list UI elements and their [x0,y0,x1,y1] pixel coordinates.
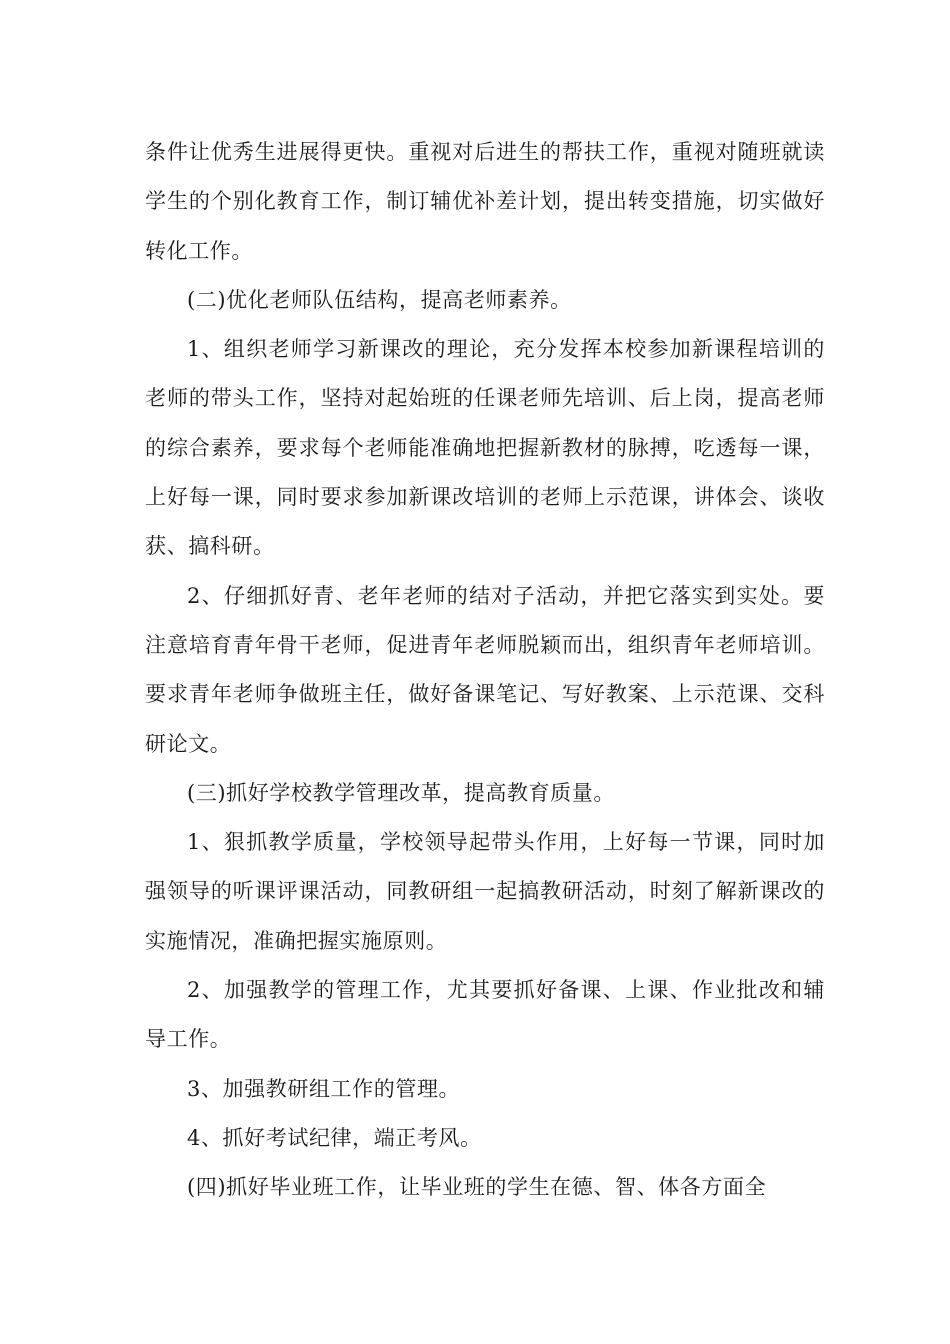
paragraph: 4、抓好考试纪律，端正考风。 [187,1125,482,1150]
section-heading: (四)抓好毕业班工作，让毕业班的学生在德、智、体各方面全 [187,1175,767,1200]
paragraph: 条件让优秀生进展得更快。重视对后进生的帮扶工作，重视对随班就读学生的个别化教育工作，制订辅优补差计划，提出转变措施，切实做好转化工作。 [145,140,825,263]
paragraph: 3、加强教研组工作的管理。 [187,1076,461,1101]
paragraph: 2、加强教学的管理工作，尤其要抓好备课、上课、作业批改和辅导工作。 [145,978,825,1052]
section-heading: (二)优化老师队伍结构，提高老师素养。 [187,287,572,312]
paragraph: 1、狠抓教学质量，学校领导起带头作用，上好每一节课，同时加强领导的听课评课活动，同教研组一起搞教研活动，时刻了解新课改的实施情况，准确把握实施原则。 [145,830,825,953]
paragraph: 1、组织老师学习新课改的理论，充分发挥本校参加新课程培训的老师的带头工作，坚持对起始班的任课老师先培训、后上岗，提高老师的综合素养，要求每个老师能准确地把握新教材的脉搏，吃透每一课，上好每一课，同时要求参加新课改培训的老师上示范课，讲体会、谈收获、搞科研。 [145,337,825,559]
document-body [145,128,825,1213]
section-heading: (三)抓好学校教学管理改革，提高教育质量。 [187,780,615,805]
paragraph: 2、仔细抓好青、老年老师的结对子活动，并把它落实到实处。要注意培育青年骨干老师，促进青年老师脱颖而出，组织青年老师培训。要求青年老师争做班主任，做好备课笔记、写好教案、上示范课、交科研论文。 [145,583,825,756]
